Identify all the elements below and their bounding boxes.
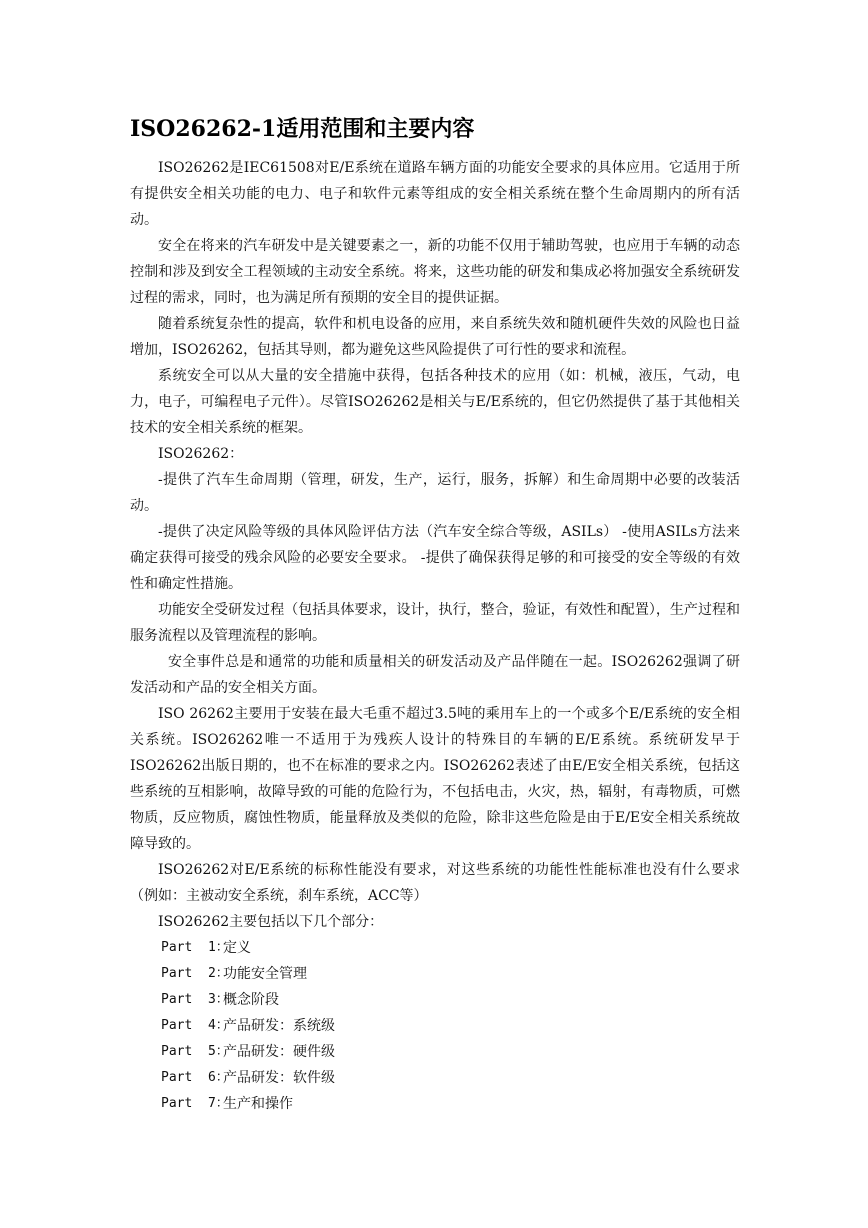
- paragraph-system-safety: 系统安全可以从大量的安全措施中获得，包括各种技术的应用（如：机械，液压，气动，电力，电子，可编程电子元件）。尽管ISO26262是相关与E/E系统的，但它仍然提供了基于其他相关技术的安全相关系统的框架。: [130, 368, 740, 436]
- list-item: [130, 987, 740, 1013]
- list-item: [130, 1039, 740, 1065]
- part-label: Part 7：: [161, 1096, 229, 1111]
- paragraph-applicability: ISO 26262主要用于安装在最大毛重不超过3.5吨的乘用车上的一个或多个E/E系统的安全相关系统。ISO26262唯一不适用于为残疾人设计的特殊目的车辆的E/E系统。系统研发早于ISO26262出版日期的，也不在标准的要求之内。ISO26262表述了由E/E安全相关系统，包括这些系统的互相影响，故障导致的可能的危险行为，不包括电击，火灾，热，辐射，有毒物质，可燃物质，反应物质，腐蚀性物质，能量释放及类似的危险，除非这些危险是由于E/E安全相关系统故障导致的。: [130, 706, 740, 852]
- part-text: 功能安全管理: [223, 966, 307, 982]
- part-text: 定义: [223, 940, 251, 956]
- paragraph-safety-future: 安全在将来的汽车研发中是关键要素之一，新的功能不仅用于辅助驾驶，也应用于车辆的动态控制和涉及到安全工程领域的主动安全系统。将来，这些功能的研发和集成必将加强安全系统研发过程的需求，同时，也为满足所有预期的安全目的提供证据。: [130, 238, 740, 306]
- part-text: 产品研发：硬件级: [223, 1044, 335, 1060]
- list-item: [130, 935, 740, 961]
- part-text: 概念阶段: [223, 992, 279, 1008]
- part-label: Part 1：: [161, 940, 229, 955]
- paragraph-scope: ISO26262是IEC61508对E/E系统在道路车辆方面的功能安全要求的具体应用。它适用于所有提供安全相关功能的电力、电子和软件元素等组成的安全相关系统在整个生命周期内的所有活动。: [130, 160, 740, 228]
- paragraph-lifecycle: -提供了汽车生命周期（管理，研发，生产，运行，服务，拆解）和生命周期中必要的改装活动。: [130, 472, 740, 514]
- paragraph-parts-intro: ISO26262主要包括以下几个部分：: [158, 914, 384, 930]
- list-item: [130, 1065, 740, 1091]
- paragraph-nominal-performance: ISO26262对E/E系统的标称性能没有要求，对这些系统的功能性性能标准也没有什么要求（例如：主被动安全系统，刹车系统，ACC等）: [130, 862, 740, 904]
- paragraph-process-influence: 功能安全受研发过程（包括具体要求，设计，执行，整合，验证，有效性和配置），生产过程和服务流程以及管理流程的影响。: [130, 602, 740, 644]
- list-item: [130, 1013, 740, 1039]
- part-label: Part 6：: [161, 1070, 229, 1085]
- paragraph-iso-intro: ISO26262：: [158, 446, 244, 462]
- part-label: Part 2：: [161, 966, 229, 981]
- document-page: [130, 112, 740, 1117]
- paragraph-safety-events: 安全事件总是和通常的功能和质量相关的研发活动及产品伴随在一起。ISO26262强调了研发活动和产品的安全相关方面。: [130, 654, 740, 696]
- part-label: Part 3：: [161, 992, 229, 1007]
- list-item: [130, 961, 740, 987]
- list-item: [130, 1091, 740, 1117]
- document-title: ISO26262-1适用范围和主要内容: [130, 116, 475, 142]
- part-label: Part 5：: [161, 1044, 229, 1059]
- part-text: 生产和操作: [223, 1096, 293, 1112]
- parts-list: [130, 935, 740, 1117]
- paragraph-complexity: 随着系统复杂性的提高，软件和机电设备的应用，来自系统失效和随机硬件失效的风险也日益增加，ISO26262，包括其导则，都为避免这些风险提供了可行性的要求和流程。: [130, 316, 740, 358]
- part-text: 产品研发：软件级: [223, 1070, 335, 1086]
- part-label: Part 4：: [161, 1018, 229, 1033]
- part-text: 产品研发：系统级: [223, 1018, 335, 1034]
- paragraph-asil: -提供了决定风险等级的具体风险评估方法（汽车安全综合等级，ASILs） -使用ASILs方法来确定获得可接受的残余风险的必要安全要求。 -提供了确保获得足够的和可接受的安全等级的有效性和确定性措施。: [130, 524, 740, 592]
